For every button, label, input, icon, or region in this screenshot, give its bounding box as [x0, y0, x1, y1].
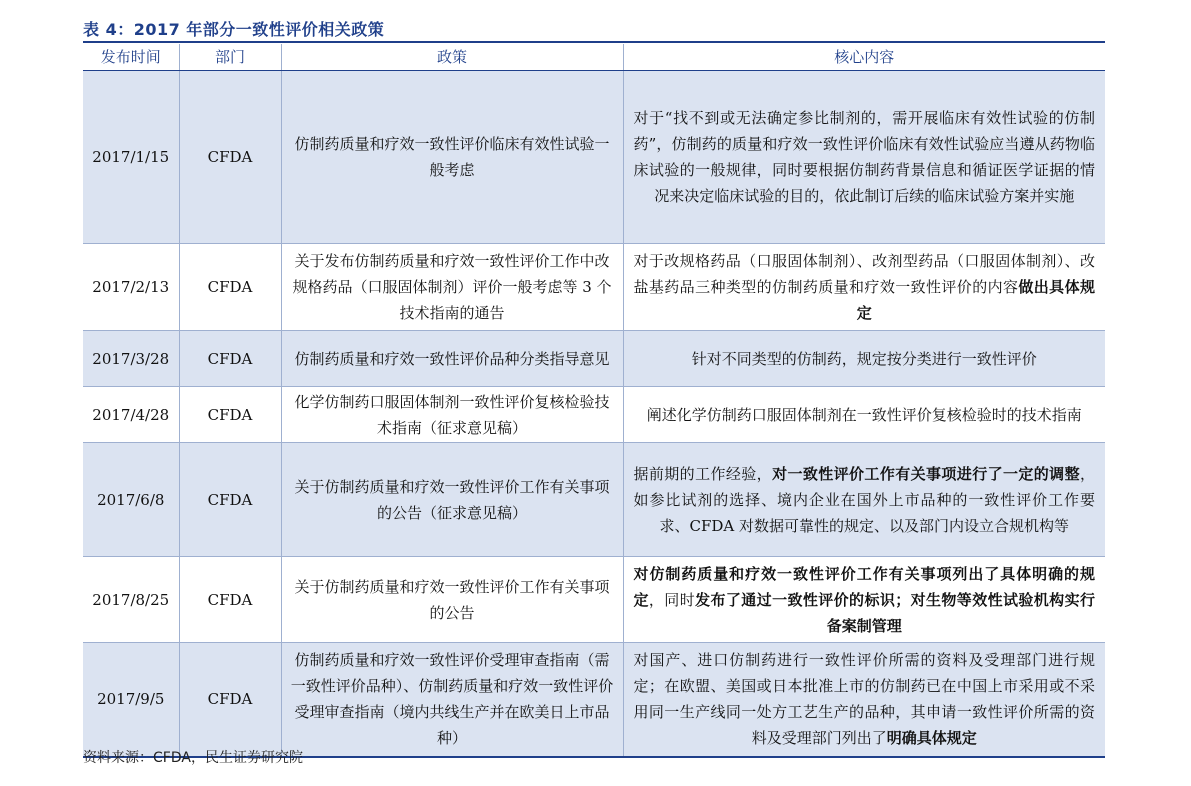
content-bold-segment: 明确具体规定 [886, 729, 977, 748]
cell-policy: 仿制药质量和疗效一致性评价临床有效性试验一般考虑 [281, 71, 623, 244]
cell-policy: 关于仿制药质量和疗效一致性评价工作有关事项的公告（征求意见稿） [281, 443, 623, 557]
table-row [83, 443, 1105, 557]
table-title: 表 4：2017 年部分一致性评价相关政策 [83, 20, 385, 39]
cell-dept: CFDA [179, 443, 281, 557]
cell-content [623, 331, 1105, 387]
cell-dept: CFDA [179, 244, 281, 331]
cell-date: 2017/6/8 [83, 443, 179, 557]
header-policy: 政策 [281, 44, 623, 71]
cell-date: 2017/2/13 [83, 244, 179, 331]
cell-date: 2017/8/25 [83, 557, 179, 643]
cell-policy: 化学仿制药口服固体制剂一致性评价复核检验技术指南（征求意见稿） [281, 387, 623, 443]
content-segment: 对于“找不到或无法确定参比制剂的，需开展临床有效性试验的仿制药”，仿制药的质量和疗效一致性评价临床有效性试验应当遵从药物临床试验的一般规律，同时要根据仿制药背景信息和循证医学证据的情况来决定临床试验的目的，依此制订后续的临床试验方案并实施 [633, 109, 1095, 205]
table-row [83, 331, 1105, 387]
content-segment: 阐述化学仿制药口服固体制剂在一致性评价复核检验时的技术指南 [646, 405, 1082, 424]
cell-dept: CFDA [179, 387, 281, 443]
table-row [83, 244, 1105, 331]
source-note: 资料来源：CFDA，民生证券研究院 [83, 750, 303, 766]
cell-dept: CFDA [179, 331, 281, 387]
content-segment: 据前期的工作经验， [633, 464, 773, 483]
cell-date: 2017/9/5 [83, 643, 179, 757]
content-bold-segment: 对仿制药质量和疗效一致性评价工作有关事项列出了具体明确的规定 [633, 564, 1095, 609]
table-row [83, 643, 1105, 757]
header-content: 核心内容 [623, 44, 1105, 71]
cell-date: 2017/3/28 [83, 331, 179, 387]
cell-policy: 仿制药质量和疗效一致性评价受理审查指南（需一致性评价品种）、仿制药质量和疗效一致性评价受理审查指南（境内共线生产并在欧美日上市品种） [281, 643, 623, 757]
header-dept: 部门 [179, 44, 281, 71]
cell-content [623, 643, 1105, 757]
cell-dept: CFDA [179, 557, 281, 643]
title-rule [83, 41, 1105, 43]
cell-content [623, 71, 1105, 244]
cell-policy: 仿制药质量和疗效一致性评价品种分类指导意见 [281, 331, 623, 387]
content-bold-segment: 发布了通过一致性评价的标识；对生物等效性试验机构实行备案制管理 [695, 590, 1095, 635]
header-date: 发布时间 [83, 44, 179, 71]
table-row [83, 387, 1105, 443]
cell-dept: CFDA [179, 643, 281, 757]
cell-content [623, 244, 1105, 331]
cell-date: 2017/4/28 [83, 387, 179, 443]
table-row [83, 557, 1105, 643]
content-segment: 针对不同类型的仿制药，规定按分类进行一致性评价 [691, 349, 1037, 368]
cell-dept: CFDA [179, 71, 281, 244]
content-segment: 对国产、进口仿制药进行一致性评价所需的资料及受理部门进行规定；在欧盟、美国或日本批准上市的仿制药已在中国上市采用或不采用同一生产线同一处方工艺生产的品种，其申请一致性评价所需的资料及受理部门列出了 [633, 651, 1095, 748]
cell-policy: 关于仿制药质量和疗效一致性评价工作有关事项的公告 [281, 557, 623, 643]
table-header-row [83, 44, 1105, 71]
content-segment: 对于改规格药品（口服固体制剂）、改剂型药品（口服固体制剂）、改盐基药品三种类型的仿制药质量和疗效一致性评价的内容 [633, 252, 1095, 296]
cell-content [623, 443, 1105, 557]
content-segment: ，如参比试剂的选择、境内企业在国外上市品种的一致性评价工作要求、CFDA 对数据可靠性的规定、以及部门内设立合规机构等 [633, 464, 1095, 535]
content-bold-segment: 做出具体规定 [856, 278, 1095, 322]
cell-date: 2017/1/15 [83, 71, 179, 244]
cell-policy: 关于发布仿制药质量和疗效一致性评价工作中改规格药品（口服固体制剂）评价一般考虑等 3 个技术指南的通告 [281, 244, 623, 331]
table-row [83, 71, 1105, 244]
content-bold-segment: 对一致性评价工作有关事项进行了一定的调整 [772, 464, 1080, 483]
cell-content [623, 387, 1105, 443]
policy-table [83, 44, 1105, 758]
cell-content [623, 557, 1105, 643]
content-segment: ，同时 [648, 590, 696, 609]
